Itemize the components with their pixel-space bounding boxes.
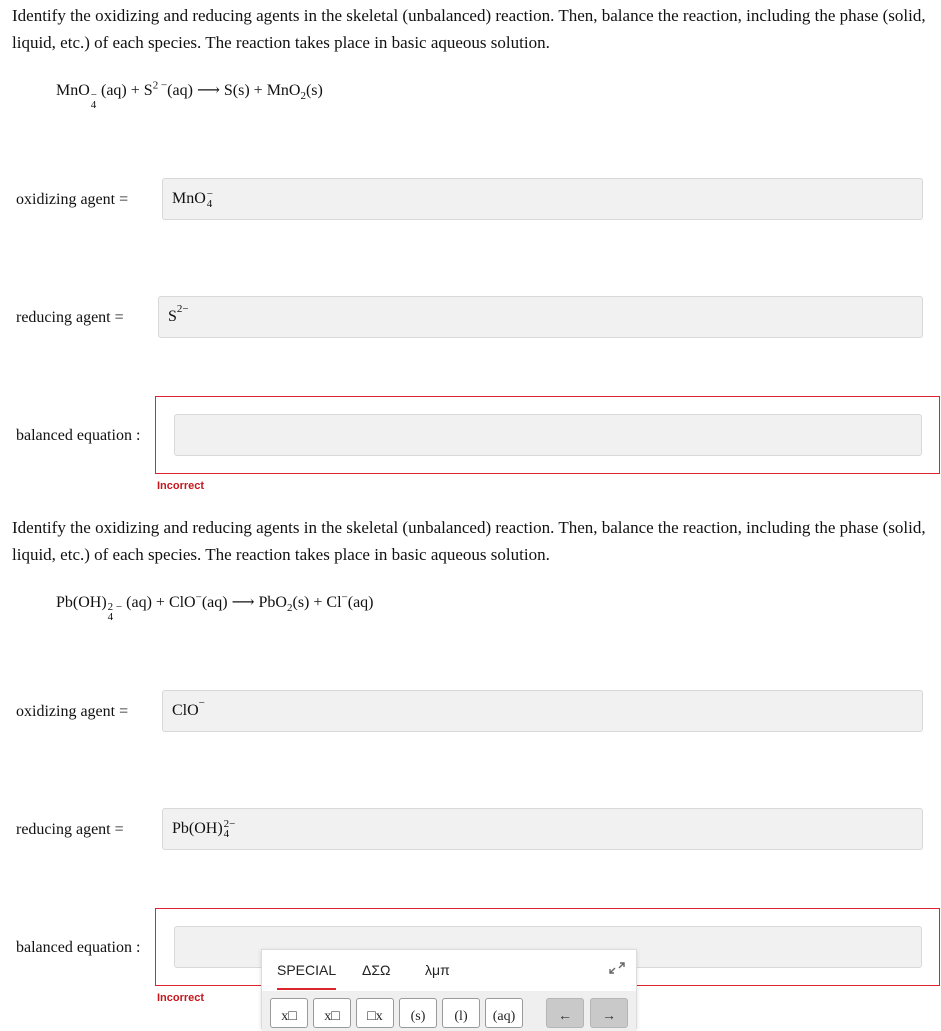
symbol-palette <box>261 949 637 1029</box>
oxidizing-agent-label: oxidizing agent = <box>16 191 129 208</box>
balanced-equation-label: balanced equation : <box>16 427 141 444</box>
phase-liquid-button[interactable]: (l) <box>442 998 480 1028</box>
collapse-arrows-icon[interactable] <box>608 961 626 978</box>
reducing-agent-input[interactable]: S 2− <box>158 296 923 338</box>
palette-button-row <box>262 991 636 1031</box>
problem-2-reaction: Pb(OH) 2 − 4 (aq) + ClO−(aq) ⟶ PbO$_2$(s) + Cl−(aq) <box>56 591 374 623</box>
reducing-agent-label: reducing agent = <box>16 309 124 326</box>
tab-greek-upper[interactable]: ΔΣΩ <box>362 962 391 978</box>
subscript-button[interactable]: x□ <box>313 998 351 1028</box>
left-arrow-button[interactable]: ← <box>546 998 584 1028</box>
tab-special[interactable]: SPECIAL <box>277 962 336 990</box>
phase-solid-button[interactable]: (s) <box>399 998 437 1028</box>
reducing-agent-label: reducing agent = <box>16 821 124 838</box>
problem-1-prompt: Identify the oxidizing and reducing agents in the skeletal (unbalanced) reaction. Then, balance the reaction, including the phase (solid, liquid, etc.) of each species. The reaction takes place in basic aqueous solution. <box>12 6 926 52</box>
oxidizing-agent-input[interactable]: ClO − <box>162 690 923 732</box>
reaction-arrow: ⟶ <box>231 594 255 611</box>
incorrect-message: Incorrect <box>157 992 205 1004</box>
phase-aqueous-button[interactable]: (aq) <box>485 998 523 1028</box>
reducing-agent-input[interactable]: Pb(OH) 2− 4 <box>162 808 923 850</box>
balanced-equation-input[interactable] <box>174 414 922 456</box>
oxidizing-agent-label: oxidizing agent = <box>16 703 129 720</box>
problem-2-prompt: Identify the oxidizing and reducing agents in the skeletal (unbalanced) reaction. Then, balance the reaction, including the phase (solid, liquid, etc.) of each species. The reaction takes place in basic aqueous solution. <box>12 518 926 564</box>
presuperscript-button[interactable]: □x <box>356 998 394 1028</box>
right-arrow-button[interactable]: → <box>590 998 628 1028</box>
balanced-equation-label: balanced equation : <box>16 939 141 956</box>
superscript-button[interactable]: x□ <box>270 998 308 1028</box>
incorrect-message: Incorrect <box>157 480 205 492</box>
tab-greek-lower[interactable]: λμπ <box>425 962 450 978</box>
reaction-arrow: ⟶ <box>196 82 220 99</box>
oxidizing-agent-input[interactable]: MnO − 4 <box>162 178 923 220</box>
problem-1-reaction: MnO − 4 $(aq) + S^{2 -}(aq)$ ⟶ S(s) + MnO$_2$(s) <box>56 79 323 111</box>
